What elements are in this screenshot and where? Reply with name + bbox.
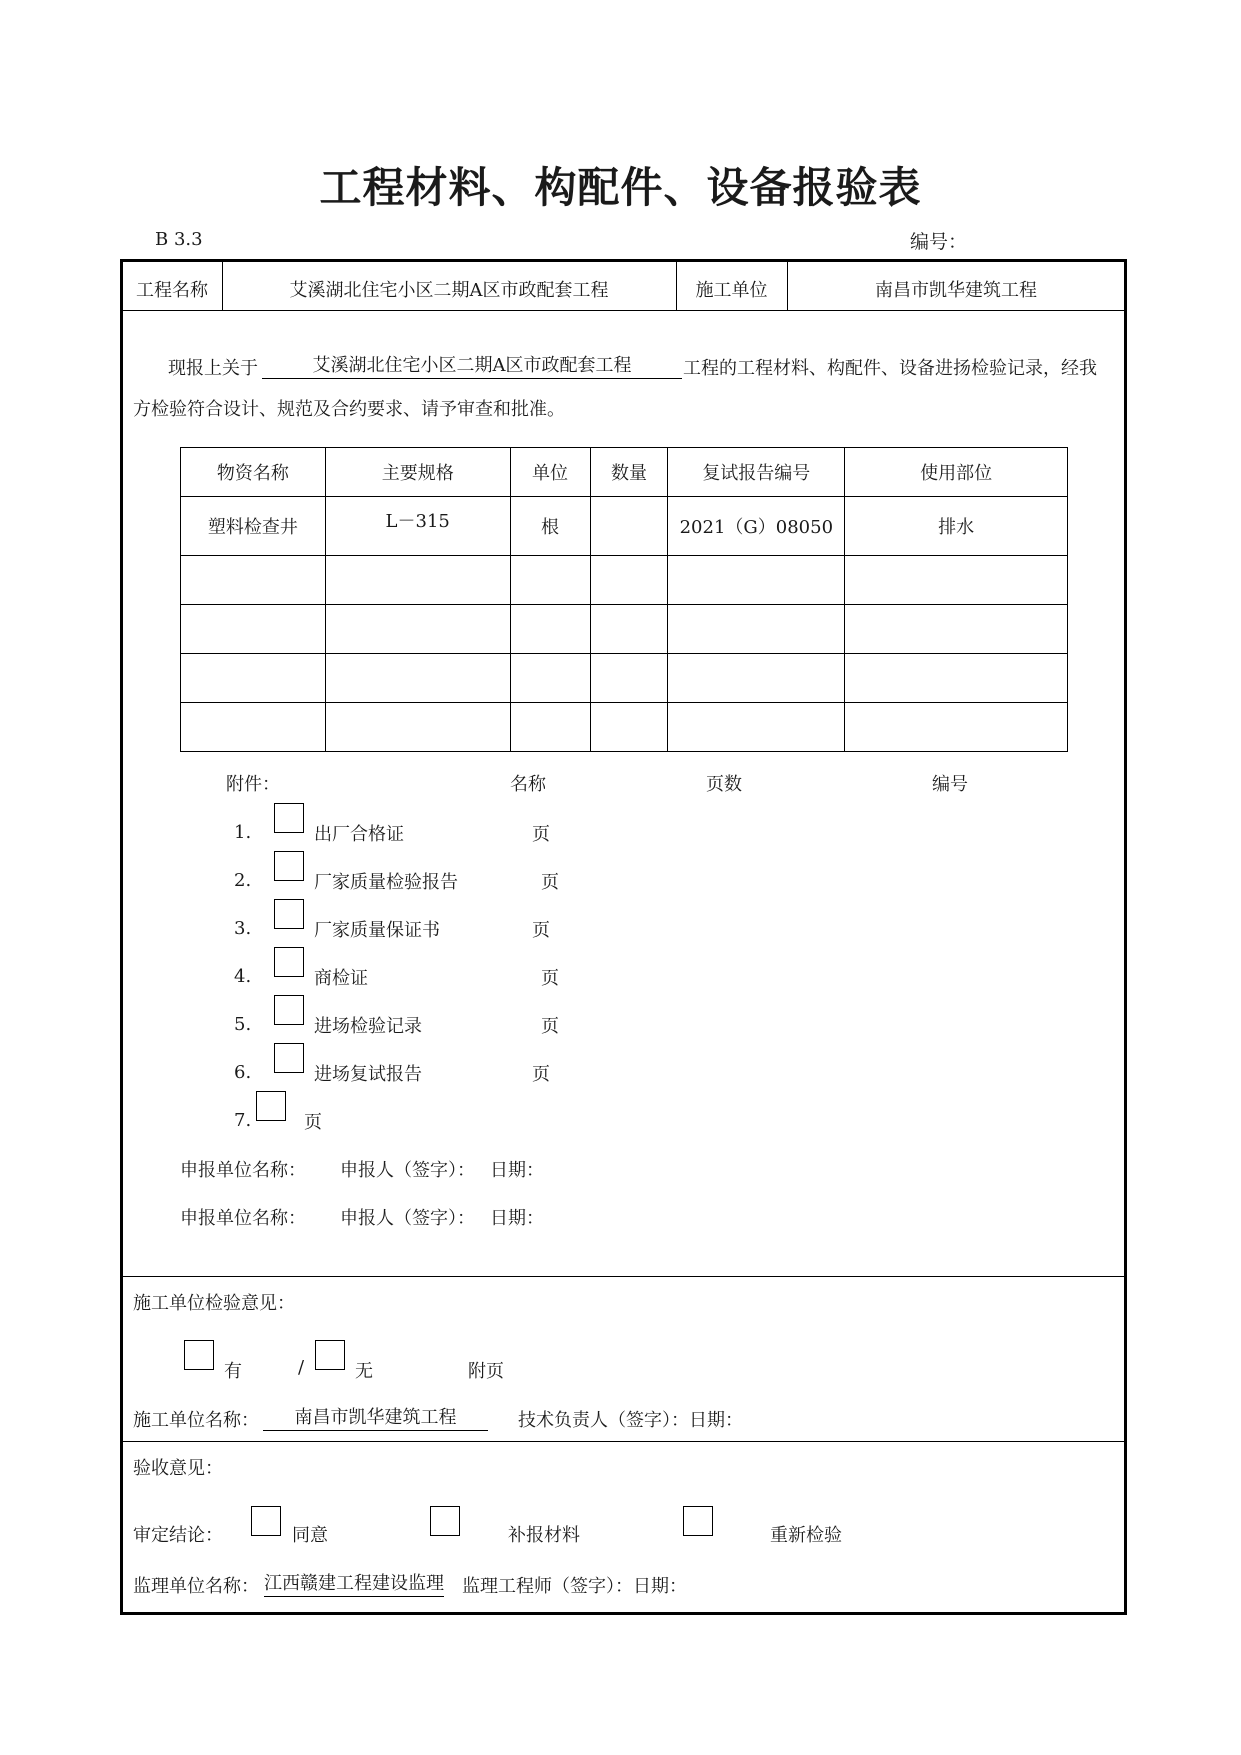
- table-cell: [845, 556, 1068, 605]
- table-cell: [590, 556, 668, 605]
- attachment-num: 1.: [234, 822, 252, 843]
- header-divider: [120, 310, 1127, 311]
- table-cell: [668, 556, 845, 605]
- option-agree: 同意: [292, 1525, 328, 1546]
- checkbox[interactable]: [274, 995, 304, 1025]
- table-row: [181, 497, 1068, 556]
- supervisor-name: 江西赣建工程建设监理: [264, 1572, 444, 1597]
- intro-project: 艾溪湖北住宅小区二期A区市政配套工程: [262, 354, 682, 379]
- contractor-label: 施工单位: [695, 280, 768, 301]
- checkbox[interactable]: [274, 899, 304, 929]
- project-name-label: 工程名称: [136, 280, 208, 301]
- declare-person-label: 申报人（签字）：: [340, 1160, 475, 1181]
- attachment-name: 厂家质量保证书: [314, 920, 440, 941]
- option-slash: /: [298, 1357, 305, 1378]
- table-cell: 2021（G）08050: [668, 497, 845, 556]
- section-divider: [120, 1441, 1127, 1442]
- attachments-label: 附件：: [226, 774, 280, 795]
- attachment-pages-unit: 页: [532, 920, 550, 941]
- attachments-col-name: 名称: [510, 774, 546, 795]
- table-cell: [510, 605, 590, 654]
- table-cell: [590, 605, 668, 654]
- table-row: [181, 703, 1068, 752]
- table-cell: [325, 556, 510, 605]
- checkbox[interactable]: [274, 851, 304, 881]
- table-cell: 排水: [845, 497, 1068, 556]
- declare-date-label: 日期：: [490, 1208, 544, 1229]
- attachment-name: 出厂合格证: [314, 824, 404, 845]
- table-cell: [510, 556, 590, 605]
- table-cell: [510, 654, 590, 703]
- col-header: 物资名称: [181, 448, 326, 497]
- materials-table: [180, 447, 1068, 752]
- table-cell: 根: [510, 497, 590, 556]
- attachment-name: 厂家质量检验报告: [314, 872, 458, 893]
- table-cell: [181, 703, 326, 752]
- checkbox[interactable]: [251, 1506, 281, 1536]
- table-row: [181, 556, 1068, 605]
- col-header: 复试报告编号: [668, 448, 845, 497]
- table-cell: [668, 654, 845, 703]
- checkbox[interactable]: [274, 1043, 304, 1073]
- table-cell: [845, 703, 1068, 752]
- col-header: 数量: [590, 448, 668, 497]
- table-row: [181, 654, 1068, 703]
- attach-page-label: 附页: [468, 1361, 504, 1382]
- attachments-col-pages: 页数: [706, 774, 742, 795]
- contractor-check-label: 施工单位检验意见：: [133, 1293, 295, 1314]
- attachment-num: 2.: [234, 870, 252, 891]
- table-cell: [181, 556, 326, 605]
- declare-unit-label: 申报单位名称：: [180, 1208, 306, 1229]
- tech-signature-label: 技术负责人（签字）：日期：: [518, 1410, 743, 1431]
- col-header: 主要规格: [325, 448, 510, 497]
- conclusion-label: 审定结论：: [133, 1525, 223, 1546]
- option-supplement: 补报材料: [508, 1525, 580, 1546]
- checkbox[interactable]: [256, 1091, 286, 1121]
- checkbox[interactable]: [274, 803, 304, 833]
- table-cell: [590, 654, 668, 703]
- declare-date-label: 日期：: [490, 1160, 544, 1181]
- attachment-pages-unit: 页: [304, 1112, 322, 1133]
- checkbox[interactable]: [430, 1506, 460, 1536]
- attachment-num: 7.: [234, 1110, 252, 1131]
- intro-prefix: 现报上关于: [168, 358, 258, 379]
- attachment-pages-unit: 页: [541, 1016, 559, 1037]
- checkbox[interactable]: [683, 1506, 713, 1536]
- contractor-name-label: 施工单位名称：: [133, 1410, 259, 1431]
- attachment-num: 4.: [234, 966, 252, 987]
- option-recheck: 重新检验: [770, 1525, 842, 1546]
- checkbox[interactable]: [274, 947, 304, 977]
- checkbox[interactable]: [184, 1340, 214, 1370]
- declare-unit-label: 申报单位名称：: [180, 1160, 306, 1181]
- table-cell: [590, 703, 668, 752]
- table-cell: [325, 703, 510, 752]
- table-cell: [668, 605, 845, 654]
- option-yes: 有: [224, 1361, 242, 1382]
- table-cell: 塑料检查井: [181, 497, 326, 556]
- checkbox[interactable]: [315, 1340, 345, 1370]
- attachment-num: 3.: [234, 918, 252, 939]
- contractor-value: 南昌市凯华建筑工程: [875, 280, 1037, 301]
- form-number-label: 编号：: [910, 231, 968, 253]
- table-cell: [181, 654, 326, 703]
- attachment-pages-unit: 页: [541, 872, 559, 893]
- table-cell: [325, 654, 510, 703]
- table-row: [181, 605, 1068, 654]
- table-cell: L－315: [325, 497, 510, 556]
- engineer-signature-label: 监理工程师（签字）：日期：: [462, 1576, 687, 1597]
- attachments-col-number: 编号: [932, 774, 968, 795]
- declare-person-label: 申报人（签字）：: [340, 1208, 475, 1229]
- form-code: B 3.3: [155, 229, 203, 250]
- attachment-name: 商检证: [314, 968, 368, 989]
- table-cell: [181, 605, 326, 654]
- table-header-row: [181, 448, 1068, 497]
- attachment-pages-unit: 页: [532, 824, 550, 845]
- acceptance-label: 验收意见：: [133, 1458, 223, 1479]
- attachment-num: 5.: [234, 1014, 252, 1035]
- section-divider: [120, 1276, 1127, 1277]
- project-name-value: 艾溪湖北住宅小区二期A区市政配套工程: [289, 280, 609, 301]
- supervisor-label: 监理单位名称：: [133, 1576, 259, 1597]
- table-cell: [845, 654, 1068, 703]
- table-cell: [845, 605, 1068, 654]
- attachment-pages-unit: 页: [541, 968, 559, 989]
- intro-line2: 方检验符合设计、规范及合约要求、请予审查和批准。: [133, 399, 565, 420]
- attachment-name: 进场复试报告: [314, 1064, 422, 1085]
- col-header: 使用部位: [845, 448, 1068, 497]
- table-cell: [510, 703, 590, 752]
- table-cell: [325, 605, 510, 654]
- col-header: 单位: [510, 448, 590, 497]
- option-no: 无: [355, 1361, 373, 1382]
- table-cell: [590, 497, 668, 556]
- intro-suffix: 工程的工程材料、构配件、设备进扬检验记录，经我: [683, 358, 1097, 379]
- attachment-num: 6.: [234, 1062, 252, 1083]
- attachment-pages-unit: 页: [532, 1064, 550, 1085]
- contractor-name-value: 南昌市凯华建筑工程: [263, 1406, 488, 1431]
- table-cell: [668, 703, 845, 752]
- attachment-name: 进场检验记录: [314, 1016, 422, 1037]
- form-title: 工程材料、构配件、设备报验表: [319, 163, 922, 212]
